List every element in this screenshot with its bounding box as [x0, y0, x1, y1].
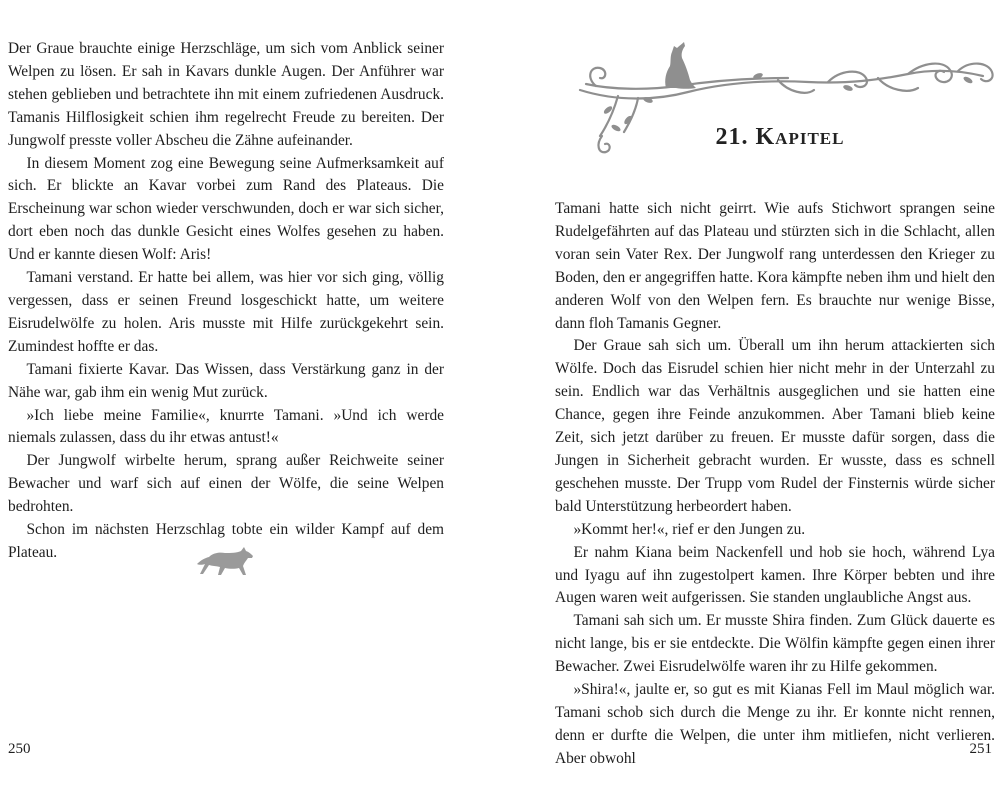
paragraph: Der Graue brauchte einige Herzschläge, um sich vom Anblick seiner Welpen zu lösen. Er sah in Kavars dunkle Augen. Der Anführer war stehen geblieben und betrachtete ihn mit einem zufriedenen Ausdruck. Tamanis Hilflosigkeit schien ihm regelrecht Freude zu bereiten. Der Jungwolf presste voller Abscheu die Zähne aufeinander. [8, 40, 444, 149]
paragraph: »Ich liebe meine Familie«, knurrte Tamani. »Und ich werde niemals zulassen, dass du ihr etwas antust!« [8, 406, 444, 447]
paragraph: Schon im nächsten Herzschlag tobte ein wilder Kampf auf dem Plateau. [8, 521, 444, 561]
page-number: 251 [969, 741, 992, 757]
paragraph: Tamani sah sich um. Er musste Shira finden. Zum Glück dauerte es nicht lange, bis er sie entdeckte. Die Wölfin kämpfte gegen einen ihrer Bewacher. Zwei Eisrudelwölfe waren ihr zu Hilfe gekommen. [555, 612, 995, 676]
chapter-title: 21. Kapitel [715, 124, 845, 150]
paragraph: Tamani verstand. Er hatte bei allem, was hier vor sich ging, völlig vergessen, dass er seinen Freund losgeschickt hatte, um weitere Eisrudelwölfe zu holen. Aris musste mit Hilfe zurückgekehrt sein. Zumindest hoffte er das. [8, 269, 444, 355]
paragraph: Er nahm Kiana beim Nackenfell und hob sie hoch, während Lya und Iyagu auf ihn zugestolpert kamen. Ihre Körper bebten und ihre Augen waren weit aufgerissen. Sie standen unglaubliche Angst aus. [555, 543, 995, 607]
paragraph: »Kommt her!«, rief er den Jungen zu. [573, 520, 806, 538]
page-number: 250 [8, 741, 31, 757]
paragraph: Der Jungwolf wirbelte herum, sprang außer Reichweite seiner Bewacher und warf sich auf einen der Wölfe, die seine Welpen bedrohten. [8, 452, 444, 516]
paragraph: In diesem Moment zog eine Bewegung seine Aufmerksamkeit auf sich. Er blickte an Kavar vorbei zum Rand des Plateaus. Die Erscheinung war schon wieder verschwunden, doch er war sich sicher, dort eben noch das dunkle Gesicht eines Wolfes gesehen zu haben. Und er kannte diesen Wolf: Aris! [8, 154, 444, 264]
right-page-body [555, 198, 995, 771]
paragraph: Tamani fixierte Kavar. Das Wissen, dass Verstärkung ganz in der Nähe war, gab ihm ein wenig Mut zurück. [8, 360, 444, 401]
running-wolf-icon [195, 542, 255, 578]
right-page [500, 0, 1000, 800]
paragraph: Tamani hatte sich nicht geirrt. Wie aufs Stichwort sprangen seine Rudelgefährten auf das Plateau und stürzten sich in die Schlacht, allen voran sein Vater Rex. Der Jungwolf rang unterdessen den Krieger zu Boden, den er angegriffen hatte. Kora kämpfte neben ihm und hielt den anderen Wolf von den Welpen fern. Es brauchte nur wenige Bisse, dann floh Tamanis Gegner. [555, 200, 995, 332]
paragraph: Der Graue sah sich um. Überall um ihn herum attackierten sich Wölfe. Doch das Eisrudel schien hier nicht mehr in der Unterzahl zu sein. Endlich war das Verhältnis ausgeglichen und sie hatten eine Chance, gegen ihre Feinde anzukommen. Aber Tamani blieb keine Zeit, sich jetzt darüber zu freuen. Er musste dafür sorgen, dass die Jungen in Sicherheit gebracht wurden. Er wusste, dass es schnell geschehen musste. Der Trupp vom Rudel der Finsternis würde sicher bald Unterstützung herbeordert haben. [555, 337, 995, 515]
left-page-body [8, 38, 444, 565]
paragraph: »Shira!«, jaulte er, so gut es mit Kianas Fell im Maul möglich war. Tamani schob sich durch die Menge zu ihr. Er konnte nicht rennen, denn er durfte die Welpen, die unter ihm mitliefen, nicht verlieren. Aber obwohl [555, 681, 995, 767]
